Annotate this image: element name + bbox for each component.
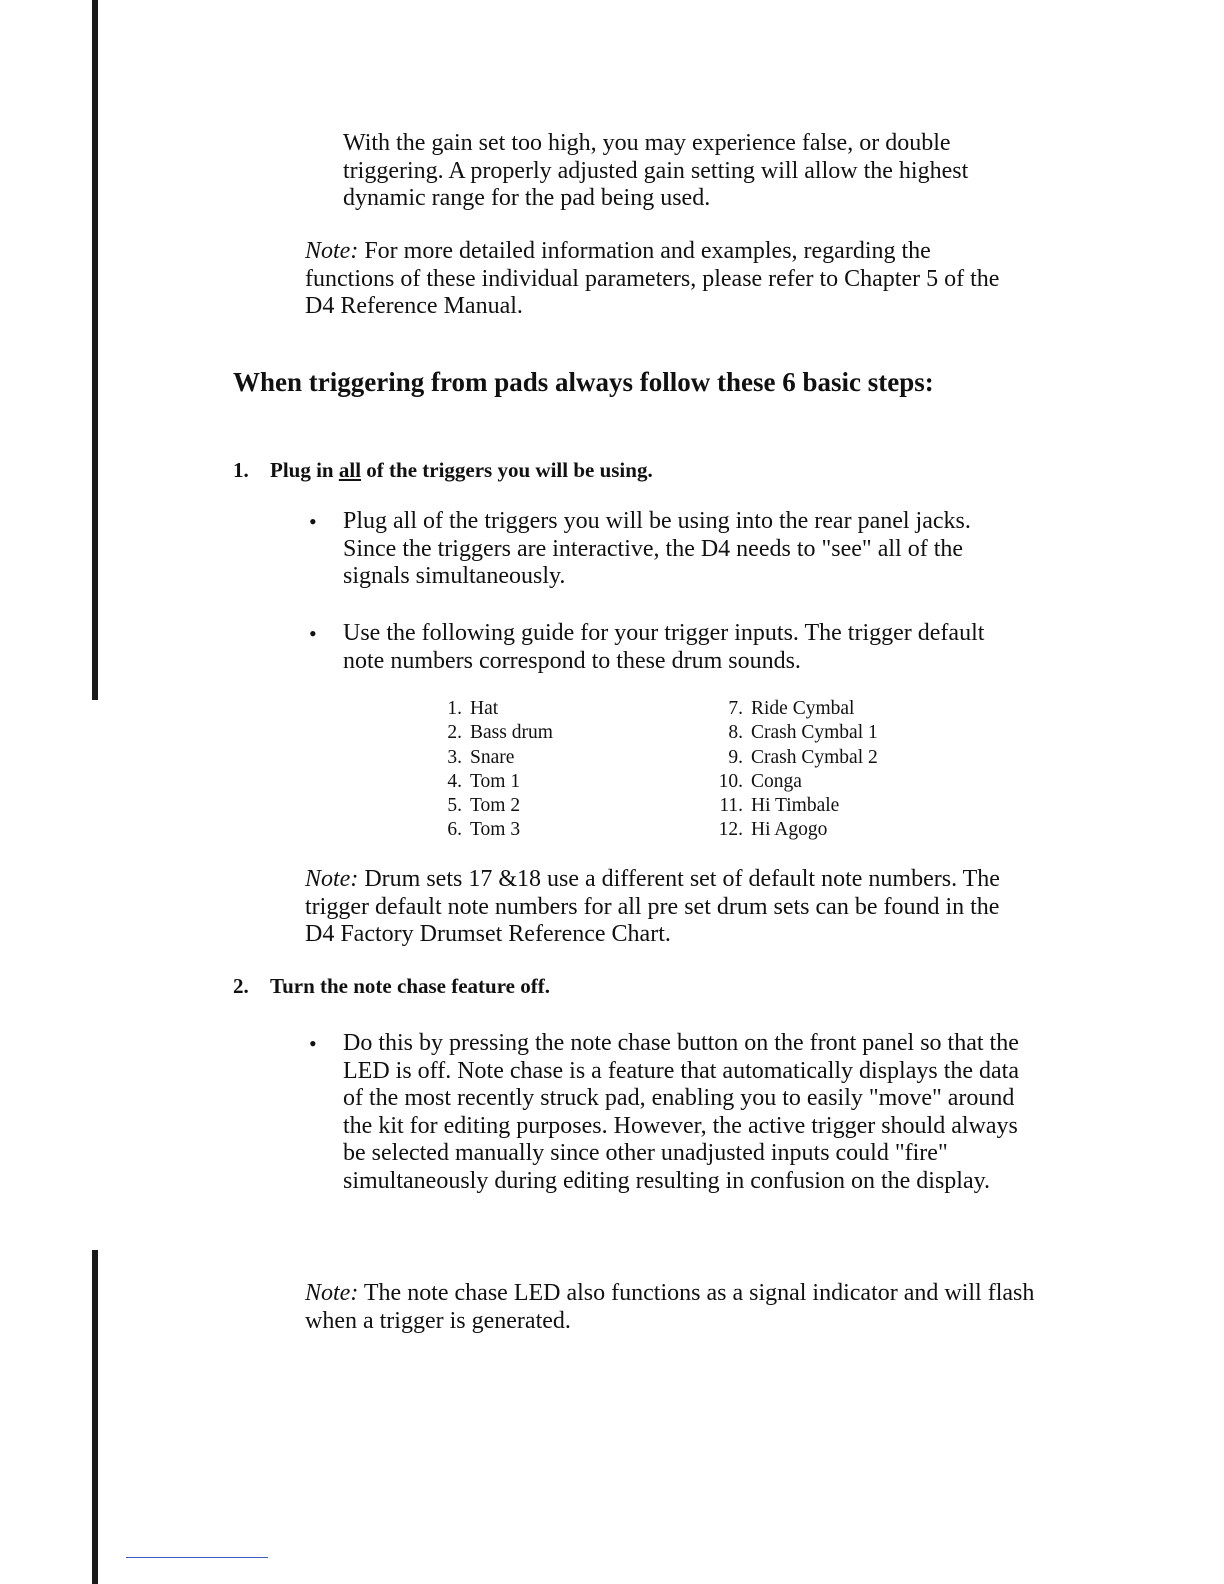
bullet-text: Use the following guide for your trigger inputs. The trigger default note numbers correspond to these drum sounds. [343,620,985,674]
bottom-rule [126,1557,268,1558]
trigger-list-left [434,697,553,843]
note-label: Note: [305,866,359,892]
note-text: The note chase LED also functions as a signal indicator and will flash when a trigger is generated. [305,1280,1035,1334]
list-item: 8. Crash Cymbal 1 [728,722,878,744]
note-text: Drum sets 17 &18 use a different set of default note numbers. The trigger default note numbers for all pre set drum sets can be found in the D4 Factory Drumset Reference Chart. [305,866,1000,947]
note-label: Note: [305,1280,359,1306]
bullet-icon: • [309,1031,317,1056]
list-item: 10. Conga [718,770,802,792]
step-2-text: Turn the note chase feature off. [270,974,550,998]
step-1-emphasis: all [338,458,362,482]
note-led [305,1280,1035,1335]
note-reference [305,238,1025,321]
bullet-text: Do this by pressing the note chase button on the front panel so that the LED is off. Note chase is a feature that automatically displays the data of the most recently struck pad, enabling you to easily "move" around the kit for editing purposes. However, the active trigger should always be selected manually since other unadjusted inputs could "fire" simultaneously during editing resulting in confusion on the display. [343,1030,1019,1194]
list-item: 12. Hi Agogo [718,819,828,841]
trigger-list-right [715,697,878,843]
list-item: 1. Hat [447,698,499,719]
list-item: 3. Snare [447,746,515,768]
bullet-icon: • [309,509,317,534]
list-item: 9. Crash Cymbal 2 [728,746,878,768]
list-item: 4. Tom 1 [447,770,521,792]
note-drumsets [305,866,1025,949]
step-1-text-pre: Plug in [270,458,339,482]
bullet-icon: • [309,621,317,646]
list-item: 2. Bass drum [447,722,553,744]
list-item: 7. Ride Cymbal [728,698,855,719]
step-1-text-post: of the triggers you will be using. [361,458,653,482]
note-text: For more detailed information and examples, regarding the functions of these individual parameters, please refer to Chapter 5 of the D4 Reference Manual. [305,238,1000,319]
list-item: 5. Tom 2 [447,795,521,817]
section-heading: When triggering from pads always follow these 6 basic steps: [233,367,934,397]
step-number: 2. [233,974,249,998]
scan-edge-lower [92,1250,98,1584]
note-label: Note: [305,238,359,264]
step-number: 1. [233,458,249,482]
intro-paragraph: With the gain set too high, you may experience false, or double triggering. A properly adjusted gain setting will allow the highest dynamic range for the pad being used. [343,130,969,211]
scan-edge-upper [92,0,98,700]
list-item: 11. Hi Timbale [719,795,840,817]
bullet-text: Plug all of the triggers you will be using into the rear panel jacks. Since the triggers are interactive, the D4 needs to "see" all of the signals simultaneously. [343,508,971,589]
list-item: 6. Tom 3 [447,819,521,841]
